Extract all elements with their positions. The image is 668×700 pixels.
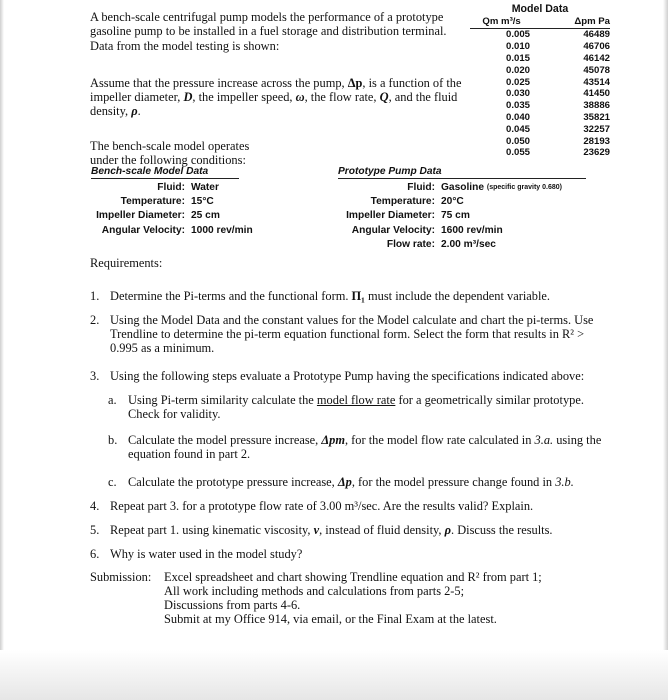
model-data-row — [470, 112, 610, 124]
requirement-item-3 — [90, 369, 610, 383]
spec-row — [338, 237, 586, 251]
item-number: 2. — [90, 313, 100, 327]
pi-symbol: Π₁ — [351, 289, 365, 303]
item-text: , for the model pressure change found in — [351, 475, 556, 489]
model-data-row — [470, 135, 610, 147]
flow-value: 0.040 — [505, 111, 530, 123]
item-number: b. — [108, 433, 118, 447]
model-data-table — [470, 3, 610, 159]
requirement-item-1 — [90, 289, 610, 303]
spec-label: Fluid: — [407, 181, 435, 193]
item-text: using the equation found in part 2. — [128, 433, 602, 461]
spec-row — [338, 180, 586, 194]
flow-value: 0.045 — [505, 123, 530, 135]
page-edge-right — [663, 0, 668, 700]
delta-pm-symbol: Δpm — [321, 433, 345, 447]
item-text: Using the following steps evaluate a Prototype Pump having the specifications indicated above: — [110, 369, 585, 383]
spec-value: 1000 rev/min — [191, 224, 253, 236]
flow-value: 0.025 — [505, 76, 530, 88]
model-data-row — [470, 123, 610, 135]
nu-symbol: ν — [313, 523, 320, 537]
model-data-row — [470, 53, 610, 65]
spec-label: Temperature: — [370, 195, 435, 207]
flow-value: 0.015 — [505, 52, 530, 64]
flow-symbol: Q — [379, 90, 389, 105]
model-data-row — [470, 41, 610, 53]
flow-value: 0.050 — [505, 135, 530, 147]
model-data-title: Model Data — [511, 3, 569, 15]
delta-p-symbol: Δp — [347, 75, 363, 90]
spec-label: Angular Velocity: — [351, 224, 435, 236]
item-text: Using Pi-term similarity calculate the — [128, 393, 317, 407]
pressure-value: 38886 — [583, 100, 610, 112]
item-text: Repeat part 3. for a prototype flow rate of 3.00 m³/sec. Are the results valid? Explain. — [110, 499, 534, 513]
intro-text-span: . — [137, 104, 141, 119]
spec-row — [338, 209, 586, 223]
flow-value: 0.005 — [505, 29, 530, 41]
item-text-underlined: model flow rate — [316, 393, 396, 407]
pressure-value: 41450 — [583, 88, 610, 100]
item-text: , instead of fluid density, — [319, 523, 445, 537]
item-text: Repeat part 1. using kinematic viscosity, — [110, 523, 314, 537]
intro-text-span: , the flow rate, — [304, 90, 380, 105]
item-text: must include the dependent variable. — [364, 289, 551, 303]
rho-symbol: ρ — [444, 523, 451, 537]
spec-label: Fluid: — [157, 181, 185, 193]
flow-value: 0.035 — [505, 100, 530, 112]
spec-row — [91, 194, 253, 208]
submission-block — [90, 570, 610, 626]
model-data-row — [470, 76, 610, 88]
spec-row — [338, 194, 586, 208]
submission-line: Excel spreadsheet and chart showing Trendline equation and R² from part 1; — [164, 570, 542, 584]
spec-value: 1600 rev/min — [441, 224, 503, 236]
spec-label: Impeller Diameter: — [346, 210, 435, 222]
item-text: Calculate the model pressure increase, — [128, 433, 322, 447]
model-data-row — [470, 88, 610, 100]
spec-value: 75 cm — [441, 210, 470, 222]
model-data-row — [470, 29, 610, 41]
spec-value: Gasoline — [441, 181, 485, 193]
spec-value: 25 cm — [191, 210, 220, 222]
pressure-value: 46142 — [583, 52, 610, 64]
intro-text-span: , the impeller speed, — [192, 90, 296, 105]
bench-model-title: Bench-scale Model Data — [91, 166, 239, 179]
intro-text-span: , is a function of the impeller diameter, — [90, 75, 462, 105]
diameter-symbol: D — [183, 90, 193, 105]
requirement-item-4 — [90, 499, 610, 513]
item-text: R² > 0.995 as a minimum. — [110, 327, 585, 355]
requirements-title: Requirements: — [90, 256, 163, 270]
requirement-item-3c — [90, 475, 610, 489]
delta-p-symbol: Δp — [337, 475, 352, 489]
item-number: c. — [108, 475, 117, 489]
spec-label: Flow rate: — [386, 238, 435, 250]
requirement-item-2 — [90, 313, 610, 355]
item-text: Calculate the prototype pressure increase, — [128, 475, 338, 489]
flow-value: 0.020 — [505, 64, 530, 76]
submission-line: Submit at my Office 914, via email, or the Final Exam at the latest. — [164, 612, 497, 626]
page-edge-left — [0, 0, 4, 700]
flow-value: 0.030 — [505, 88, 530, 100]
submission-lines — [164, 570, 542, 626]
spec-value: Water — [191, 181, 219, 193]
item-text: , for the model flow rate calculated in — [344, 433, 535, 447]
spec-label: Angular Velocity: — [101, 224, 185, 236]
pressure-value: 45078 — [583, 64, 610, 76]
requirement-item-5 — [90, 523, 610, 537]
spec-row — [91, 223, 253, 237]
pressure-value: 28193 — [583, 135, 610, 147]
model-data-row — [470, 147, 610, 159]
model-data-rows — [470, 29, 610, 159]
flow-column-header: Qm m³/s — [482, 16, 521, 27]
pressure-value: 43514 — [583, 76, 610, 88]
spec-note: (specific gravity 0.680) — [486, 183, 562, 191]
pressure-value: 46489 — [583, 29, 610, 41]
spec-value: 15°C — [191, 195, 214, 207]
requirement-item-3b — [90, 433, 610, 461]
item-number: 6. — [90, 547, 100, 561]
prototype-title: Prototype Pump Data — [338, 166, 586, 179]
spec-label: Temperature: — [120, 195, 185, 207]
model-data-row — [470, 100, 610, 112]
spec-value: 20°C — [441, 195, 464, 207]
page-bottom-shadow — [0, 650, 668, 700]
omega-symbol: ω — [295, 90, 305, 105]
pressure-column-header: Δpm Pa — [574, 16, 610, 27]
model-data-row — [470, 64, 610, 76]
item-number: 1. — [90, 289, 100, 303]
item-number: 5. — [90, 523, 100, 537]
pressure-value: 35821 — [583, 111, 610, 123]
item-number: 4. — [90, 499, 100, 513]
spec-row — [338, 223, 586, 237]
intro-paragraph-2 — [90, 76, 465, 119]
requirements-section — [90, 256, 610, 626]
model-data-header — [470, 16, 610, 29]
flow-value: 0.055 — [505, 147, 530, 159]
spec-label: Impeller Diameter: — [96, 210, 185, 222]
requirement-item-3a — [90, 393, 610, 421]
intro-text — [90, 10, 465, 183]
submission-line: Discussions from parts 4-6. — [164, 598, 301, 612]
intro-text-span: Assume that the pressure increase across the pump, — [90, 75, 348, 90]
item-number: 3. — [90, 369, 100, 383]
pressure-value: 46706 — [583, 41, 610, 53]
item-text: . Discuss the results. — [451, 523, 553, 537]
flow-value: 0.010 — [505, 41, 530, 53]
spec-row — [91, 180, 253, 194]
intro-paragraph-3: The bench-scale model operates under the following conditions: — [90, 138, 250, 168]
item-reference: 3.a. — [534, 433, 554, 447]
item-text: for a geometrically similar prototype. Check for validity. — [128, 393, 584, 421]
intro-text-span: , and the fluid density, — [90, 90, 458, 119]
submission-label: Submission: — [90, 570, 152, 584]
spec-value: 2.00 m³/sec — [441, 238, 496, 250]
intro-paragraph-1: A bench-scale centrifugal pump models the performance of a prototype gasoline pump to be installed in a fuel storage and distribution terminal. Data from the model testing is shown: — [90, 10, 447, 53]
pressure-value: 23629 — [583, 147, 610, 159]
prototype-pump-data — [338, 166, 586, 251]
item-number: a. — [108, 393, 117, 407]
submission-line: All work including methods and calculations from parts 2-5; — [164, 584, 465, 598]
item-text: Using the Model Data and the constant values for the Model calculate and chart the pi-terms. Use Trendline to determine the pi-term equation functional form. Select the form that results in — [110, 313, 594, 341]
item-reference: 3.b. — [555, 475, 574, 489]
requirement-item-6 — [90, 547, 610, 561]
pressure-value: 32257 — [583, 123, 610, 135]
item-text: Determine the Pi-terms and the functional form. — [110, 289, 352, 303]
rho-symbol: ρ — [131, 104, 138, 119]
item-text: Why is water used in the model study? — [110, 547, 303, 561]
spec-row — [91, 209, 253, 223]
bench-model-data — [91, 166, 253, 237]
